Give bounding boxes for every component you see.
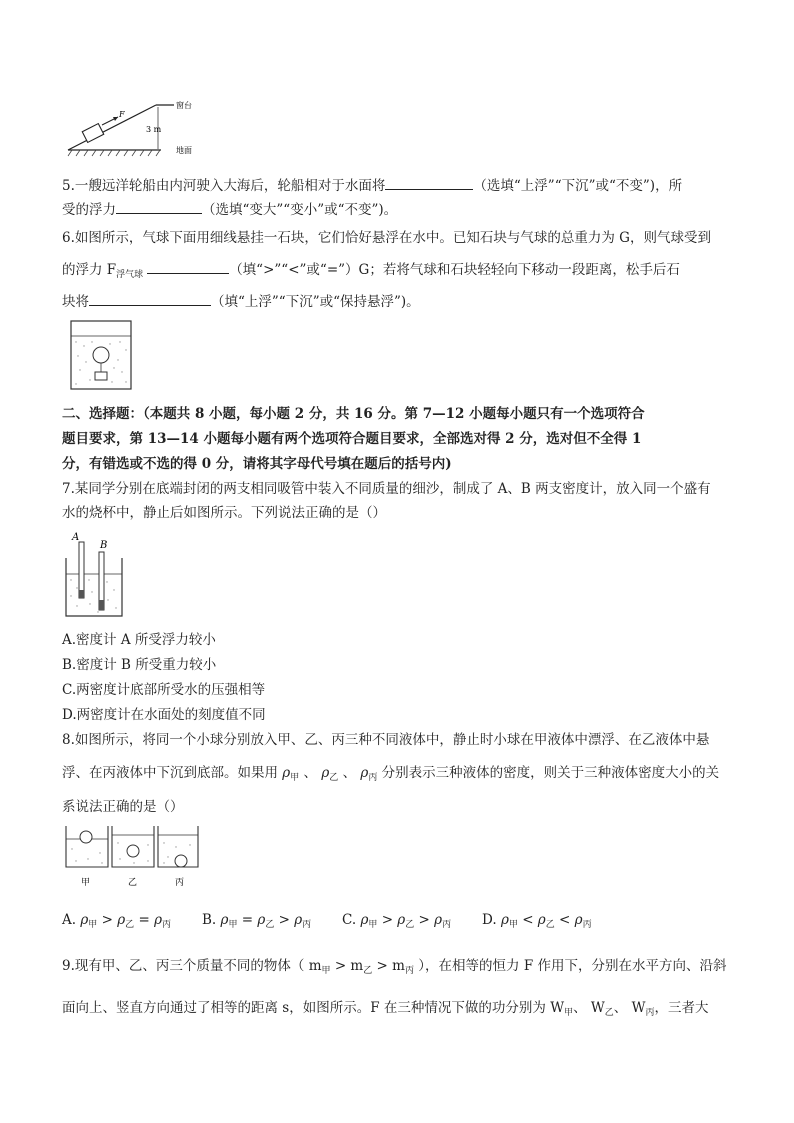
- q8-option-a: A. $\rho_甲 > \rho_乙 = \rho_丙$: [62, 912, 172, 930]
- balloon-stone-figure: [70, 320, 132, 390]
- q7-line2: 水的烧杯中，静止后如图所示。下列说法正确的是（）: [62, 505, 386, 521]
- q7-line1: 7.某同学分别在底端封闭的两支相同吸管中装入不同质量的细沙，制成了 A、B 两支密度计，放入同一个盛有: [62, 481, 711, 497]
- hydrometer-label-a: A: [72, 532, 80, 543]
- ramp-height-label: 3 m: [146, 125, 162, 134]
- q7-option-c: C.两密度计底部所受水的压强相等: [62, 682, 266, 698]
- section2-line2: 题目要求，第 13—14 小题每小题有两个选项符合题目要求，全部选对得 2 分，选对但不全得 1: [62, 431, 642, 447]
- ramp-figure: [66, 95, 216, 160]
- hydrometer-label-b: B: [100, 540, 108, 551]
- q8-line3: 系说法正确的是（）: [62, 799, 184, 815]
- q9-line1: 9.现有甲、乙、丙三个质量不同的物体（ $m_甲 > m_乙 > m_丙$ ），在相等的恒力 F 作用下，分别在水平方向、沿斜: [62, 958, 727, 976]
- q6-line2: 的浮力 $F_{浮气球}$ （填“>”“<”或“=”）G；若将气球和石块轻轻向下移动一段距离，松手后石: [62, 262, 680, 280]
- beaker-label-yi: 乙: [128, 878, 138, 888]
- ramp-ground-label: 地面: [176, 146, 192, 155]
- q8-line2: 浮、在丙液体中下沉到底部。如果用 $\rho_甲$ 、 $\rho_乙$ 、 $\rho_丙$ 分别表示三种液体的密度，则关于三种液体密度大小的关: [62, 765, 720, 783]
- q8-line1: 8.如图所示，将同一个小球分别放入甲、乙、丙三种不同液体中，静止时小球在甲液体中漂浮、在乙液体中悬: [62, 732, 710, 748]
- q6-line1: 6.如图所示，气球下面用细线悬挂一石块，它们恰好悬浮在水中。已知石块与气球的总重力为 G，则气球受到: [62, 230, 711, 246]
- q9-line2: 面向上、竖直方向通过了相等的距离 s，如图所示。F 在三种情况下做的功分别为 $W_甲$、 $W_乙$、 $W_丙$，三者大: [62, 1000, 709, 1018]
- q5-line1: 5.一艘远洋轮船由内河驶入大海后，轮船相对于水面将 （选填“上浮”“下沉”或“不变”)，所: [62, 178, 683, 194]
- q7-option-b: B.密度计 B 所受重力较小: [62, 657, 217, 673]
- q5-blank-1: [385, 177, 473, 190]
- q8-option-b: B. $\rho_甲 = \rho_乙 > \rho_丙$: [202, 912, 312, 930]
- q6-blank-1: [147, 261, 229, 274]
- ramp-force-label: F: [119, 110, 125, 119]
- beaker-label-jia: 甲: [81, 878, 91, 888]
- section2-line1: 二、选择题：（本题共 8 小题，每小题 2 分，共 16 分。第 7—12 小题每小题只有一个选项符合: [62, 406, 645, 422]
- three-beakers-figure: [64, 823, 200, 893]
- q7-option-a: A.密度计 A 所受浮力较小: [62, 632, 216, 648]
- section2-line3: 分，有错选或不选的得 0 分，请将其字母代号填在题后的括号内): [62, 456, 452, 472]
- beaker-label-bing: 丙: [175, 878, 185, 888]
- ramp-windowsill-label: 窗台: [176, 101, 192, 110]
- q6-blank-2: [89, 293, 211, 306]
- q5-blank-2: [116, 201, 202, 214]
- q6-line3: 块将 （填“上浮”“下沉”或“保持悬浮”)。: [62, 294, 420, 310]
- q7-option-d: D.两密度计在水面处的刻度值不同: [62, 707, 266, 723]
- q8-option-d: D. $\rho_甲 < \rho_乙 < \rho_丙$: [482, 912, 592, 930]
- q8-option-c: C. $\rho_甲 > \rho_乙 > \rho_丙$: [342, 912, 452, 930]
- q5-line2: 受的浮力 （选填“变大”“变小”或“不变”)。: [62, 202, 398, 218]
- hydrometer-figure: [62, 530, 128, 620]
